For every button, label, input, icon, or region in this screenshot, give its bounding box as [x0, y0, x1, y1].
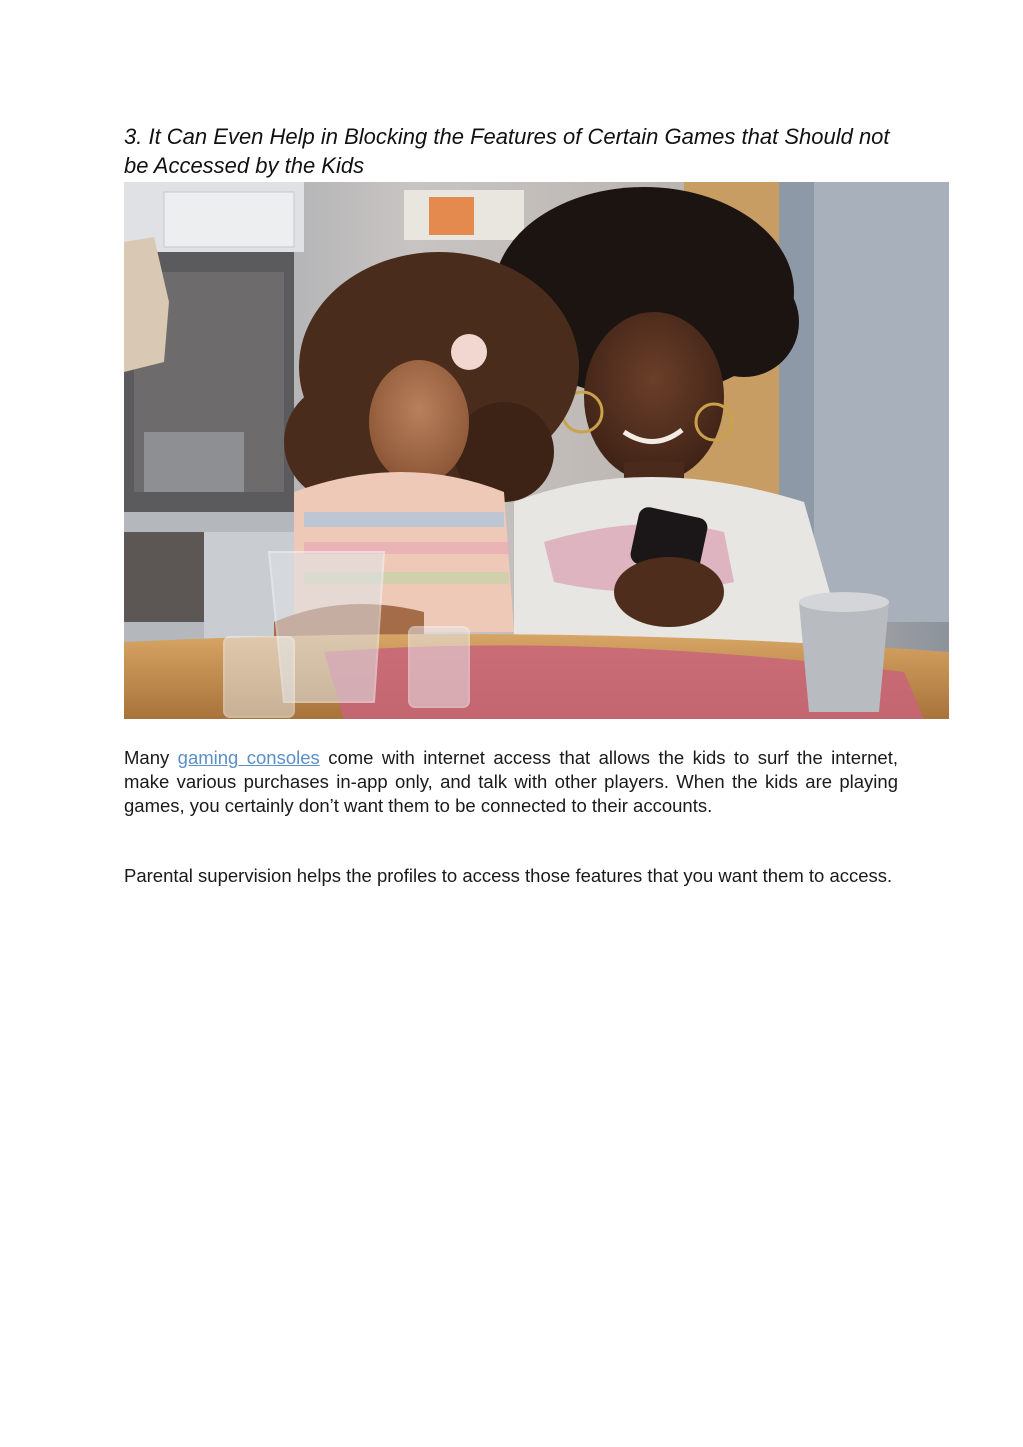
photo-mother-daughter-phone — [124, 182, 949, 719]
section-heading: 3. It Can Even Help in Blocking the Features of Certain Games that Should not be Accessed by the Kids — [124, 124, 890, 178]
paragraph-consoles-lead: Many — [124, 747, 178, 768]
paragraph-consoles-rest: come with internet access that allows the kids to surf the internet, make various purchases in-app only, and talk with other players. When the kids are playing games, you certainly don’t want them to be connected to their accounts. — [124, 747, 898, 816]
gaming-consoles-link[interactable]: gaming consoles — [177, 747, 320, 768]
paragraph-consoles — [124, 746, 898, 818]
paragraph-supervision: Parental supervision helps the profiles to access those features that you want them to access. — [124, 865, 893, 886]
